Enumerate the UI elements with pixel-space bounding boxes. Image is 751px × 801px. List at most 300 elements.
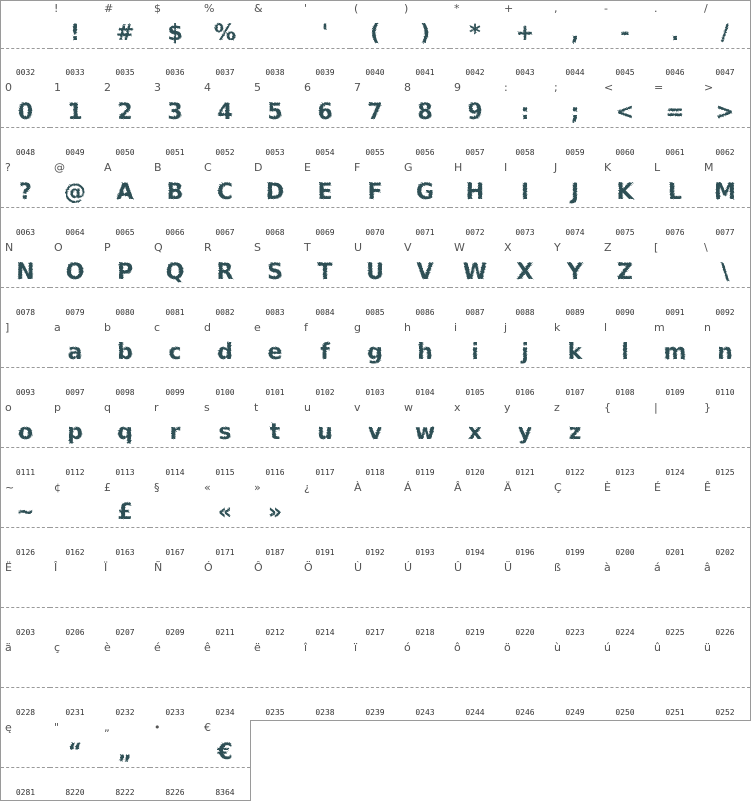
char-code: 0104 [415,388,435,397]
char-code: 0206 [65,628,85,637]
font-glyph: H [465,180,485,205]
key-char: € [204,721,211,734]
font-glyph: T [317,260,333,285]
glyph-cell-0201 [650,480,701,561]
glyph-cell-0167 [150,480,201,561]
char-code: 0073 [515,228,535,237]
char-code: 0226 [715,628,735,637]
glyph-cell-0050 [100,80,151,161]
char-code: 0200 [615,548,635,557]
glyph-cell-0084 [300,240,351,321]
baseline-divider [650,287,700,288]
char-code: 8222 [115,788,135,797]
key-char: é [154,641,161,654]
char-code: 0072 [465,228,485,237]
font-glyph: F [367,180,383,205]
glyph-cell-0087 [450,240,501,321]
char-code: 8226 [165,788,185,797]
glyph-cell-0032 [0,0,51,81]
char-code: 0217 [365,628,385,637]
char-code: 0067 [215,228,235,237]
baseline-divider [500,687,550,688]
key-char: ö [504,641,511,654]
font-glyph: r [169,420,181,445]
key-char: p [54,401,61,414]
key-char: À [354,481,362,494]
char-code: 0202 [715,548,735,557]
glyph-cell-0111 [0,400,51,481]
key-char: ¢ [54,481,61,494]
font-glyph: k [567,340,583,365]
baseline-divider [350,527,400,528]
font-glyph: U [366,260,384,285]
char-code: 0050 [115,148,135,157]
glyph-cell-0059 [550,80,601,161]
key-char: b [104,321,111,334]
char-code: 0032 [15,68,36,77]
char-code: 0193 [415,548,435,557]
glyph-cell-0212 [250,560,301,641]
glyph-cell-0103 [350,320,401,401]
glyph-cell-0209 [150,560,201,641]
glyph-cell-0200 [600,480,651,561]
glyph-cell-0109 [650,320,701,401]
char-code: 0126 [15,548,36,557]
font-glyph: S [267,260,283,285]
char-code: 0058 [515,148,535,157]
font-glyph: M [714,180,736,205]
key-char: ~ [5,481,15,494]
key-char: á [654,561,661,574]
font-glyph: « [217,500,233,525]
glyph-cell-0203 [0,560,51,641]
baseline-divider [700,607,750,608]
glyph-cell-0067 [200,160,251,241]
font-glyph: K [616,180,634,205]
baseline-divider [50,687,100,688]
glyph-cell-0073 [500,160,551,241]
key-char: ? [5,161,11,174]
char-code: 0068 [265,228,285,237]
char-code: 0199 [565,548,585,557]
glyph-cell-0228 [0,640,51,721]
glyph-cell-0082 [200,240,251,321]
key-char: i [454,321,458,334]
baseline-divider [300,607,350,608]
key-char: # [104,2,114,15]
font-glyph: A [116,180,134,205]
char-code: 0224 [615,628,635,637]
key-char: 6 [304,81,311,94]
key-char: ï [354,641,358,654]
key-char: ô [454,641,461,654]
key-char: L [654,161,661,174]
glyph-cell-0244 [450,640,501,721]
glyph-cell-0102 [300,320,351,401]
font-glyph: Z [617,260,633,285]
key-char: § [154,481,160,494]
glyph-cell-0251 [650,640,701,721]
font-glyph: ! [69,21,81,46]
font-glyph: c [168,340,182,365]
key-char: » [254,481,261,494]
baseline-divider [600,687,650,688]
font-glyph: > [715,100,735,125]
font-glyph: < [615,100,635,125]
font-glyph: j [521,340,529,365]
glyph-cell-0069 [300,160,351,241]
font-glyph: . [670,21,680,46]
font-glyph: g [367,340,383,365]
font-glyph: € [217,740,233,765]
key-char: Ç [554,481,562,494]
glyph-cell-0064 [50,160,101,241]
glyph-cell-0246 [500,640,551,721]
char-code: 0212 [265,628,285,637]
char-code: 0235 [265,708,285,717]
font-glyph: ~ [16,500,35,525]
char-code: 0049 [65,148,85,157]
baseline-divider [550,527,600,528]
glyph-cell-0083 [250,240,301,321]
char-code: 0244 [465,708,485,717]
font-glyph: $ [167,21,183,46]
font-glyph: ' [321,21,329,46]
char-code: 0099 [165,388,185,397]
font-glyph: ? [19,180,32,205]
char-code: 0107 [565,388,585,397]
glyph-cell-0071 [400,160,451,241]
char-code: 0093 [15,388,36,397]
glyph-cell-0116 [250,400,301,481]
glyph-cell-0053 [250,80,301,161]
glyph-cell-0055 [350,80,401,161]
key-char: O [54,241,63,254]
key-char: X [504,241,512,254]
char-code: 0117 [315,468,335,477]
char-code: 0108 [615,388,635,397]
key-char: Ü [504,561,513,574]
char-code: 0042 [465,68,485,77]
glyph-cell-0088 [500,240,551,321]
key-char: : [504,81,508,94]
char-code: 0085 [365,308,385,317]
key-char: / [704,2,708,15]
glyph-cell-0033 [50,0,101,81]
glyph-cell-0066 [150,160,201,241]
glyph-cell-0077 [700,160,751,241]
key-char: 8 [404,81,411,94]
key-char: U [354,241,363,254]
glyph-cell-0218 [400,560,451,641]
char-code: 8364 [215,788,235,797]
glyph-cell-0206 [50,560,101,641]
glyph-cell-0114 [150,400,201,481]
key-char: Ê [704,481,711,494]
glyph-cell-0120 [450,400,501,481]
glyph-cell-0123 [600,400,651,481]
key-char: Ú [404,561,413,574]
baseline-divider [650,687,700,688]
font-glyph: Y [567,260,583,285]
char-code: 0111 [15,468,36,477]
char-code: 0243 [415,708,435,717]
char-code: 0106 [515,388,535,397]
key-char: Ù [354,561,363,574]
char-code: 0040 [365,68,385,77]
char-code: 0088 [515,308,535,317]
font-glyph: # [115,21,135,46]
key-char: K [604,161,612,174]
char-code: 0054 [315,148,335,157]
key-char: ] [5,321,10,334]
baseline-divider [400,607,450,608]
font-glyph: , [570,21,580,46]
char-code: 0074 [565,228,585,237]
glyph-cell-0092 [700,240,751,321]
key-char: - [604,2,608,15]
key-char: D [254,161,263,174]
char-code: 0051 [165,148,185,157]
key-char: " [54,721,60,734]
char-code: 0231 [65,708,85,717]
glyph-cell-0043 [500,0,551,81]
glyph-cell-0107 [550,320,601,401]
glyph-cell-0126 [0,480,51,561]
baseline-divider [600,607,650,608]
font-glyph: W [462,260,488,285]
baseline-divider [350,607,400,608]
baseline-divider [700,687,750,688]
char-code: 0071 [415,228,435,237]
glyph-cell-0051 [150,80,201,161]
glyph-cell-0074 [550,160,601,241]
key-char: m [654,321,665,334]
font-glyph: * [469,21,481,46]
font-glyph: ) [419,21,431,46]
glyph-cell-0049 [50,80,101,161]
key-char: W [454,241,465,254]
char-code: 0066 [165,228,185,237]
char-code: 0219 [465,628,485,637]
key-char: P [104,241,111,254]
char-code: 0163 [115,548,135,557]
baseline-divider [150,607,200,608]
glyph-cell-0065 [100,160,151,241]
char-code: 0047 [715,68,735,77]
char-code: 0061 [665,148,685,157]
glyph-cell-0075 [600,160,651,241]
key-char: % [204,2,215,15]
glyph-cell-0235 [250,640,301,721]
key-char: t [254,401,259,414]
font-glyph: J [570,180,580,205]
key-char: x [454,401,461,414]
glyph-cell-0243 [400,640,451,721]
font-glyph: : [520,100,530,125]
char-code: 0223 [565,628,585,637]
char-code: 0118 [365,468,385,477]
baseline-divider [500,527,550,528]
key-char: J [554,161,558,174]
font-glyph: 2 [117,100,133,125]
char-code: 0046 [665,68,685,77]
font-glyph: v [367,420,383,445]
key-char: Ë [5,561,12,574]
font-glyph: - [620,21,630,46]
glyph-cell-0054 [300,80,351,161]
char-code: 0103 [365,388,385,397]
char-code: 0125 [715,468,735,477]
font-glyph: b [117,340,133,365]
font-glyph: w [414,420,436,445]
font-glyph: » [267,500,283,525]
glyph-cell-0081 [150,240,201,321]
char-code: 0115 [215,468,235,477]
char-code: 0048 [15,148,36,157]
glyph-cell-0252 [700,640,751,721]
glyph-cell-0063 [0,160,51,241]
glyph-cell-0220 [500,560,551,641]
char-code: 0045 [615,68,635,77]
char-code: 0207 [115,628,135,637]
char-code: 0052 [215,148,235,157]
glyph-cell-0232 [100,640,151,721]
font-glyph: ( [369,21,381,46]
glyph-cell-0225 [650,560,701,641]
char-code: 0057 [465,148,485,157]
font-glyph: x [467,420,483,445]
char-code: 0192 [365,548,385,557]
font-glyph: 1 [67,100,83,125]
key-char: ¿ [304,481,310,494]
font-glyph: / [720,21,730,46]
glyph-cell-0219 [450,560,501,641]
key-char: Ä [504,481,512,494]
key-char: H [454,161,463,174]
baseline-divider [550,607,600,608]
char-code: 0092 [715,308,735,317]
key-char: ; [554,81,558,94]
char-code: 0086 [415,308,435,317]
glyph-cell-0122 [550,400,601,481]
char-code: 0102 [315,388,335,397]
baseline-divider [350,687,400,688]
font-glyph: 9 [467,100,483,125]
glyph-cell-0037 [200,0,251,81]
char-code: 0220 [515,628,535,637]
font-glyph: E [317,180,333,205]
baseline-divider [400,527,450,528]
key-char: Î [54,561,58,574]
baseline-divider [1,48,50,49]
char-code: 0091 [665,308,685,317]
glyph-cell-0191 [300,480,351,561]
glyph-cell-0060 [600,80,651,161]
baseline-divider [450,527,500,528]
char-code: 0105 [465,388,485,397]
char-code: 0246 [515,708,535,717]
key-char: o [5,401,12,414]
font-glyph: m [663,340,687,365]
key-char: { [604,401,611,414]
glyph-cell-0057 [450,80,501,161]
glyph-cell-0193 [400,480,451,561]
char-code: 0083 [265,308,285,317]
font-glyph: a [67,340,83,365]
glyph-cell-0113 [100,400,151,481]
key-char: É [654,481,661,494]
key-char: > [704,81,714,94]
glyph-cell-0101 [250,320,301,401]
baseline-divider [250,607,300,608]
glyph-cell-0089 [550,240,601,321]
key-char: s [204,401,210,414]
key-char: a [54,321,61,334]
key-char: â [704,561,711,574]
font-glyph: 8 [417,100,433,125]
glyph-cell-0202 [700,480,751,561]
key-char: Ñ [154,561,163,574]
char-code: 0059 [565,148,585,157]
glyph-cell-0098 [100,320,151,401]
glyph-cell-8220 [50,720,101,801]
char-code: 0249 [565,708,585,717]
key-char: ü [704,641,711,654]
font-glyph: n [717,340,733,365]
glyph-cell-0105 [450,320,501,401]
font-glyph: L [667,180,683,205]
font-glyph: 0 [17,100,34,125]
key-char: \ [704,241,708,254]
glyph-cell-0163 [100,480,151,561]
char-code: 0194 [465,548,485,557]
glyph-cell-0112 [50,400,101,481]
glyph-cell-0047 [700,0,751,81]
char-code: 0036 [165,68,185,77]
key-char: F [354,161,361,174]
char-code: 0100 [215,388,235,397]
char-code: 0038 [265,68,285,77]
key-char: 2 [104,81,111,94]
glyph-cell-0214 [300,560,351,641]
char-code: 0112 [65,468,85,477]
baseline-divider [1,767,50,768]
glyph-cell-0207 [100,560,151,641]
glyph-cell-0117 [300,400,351,481]
glyph-cell-0187 [250,480,301,561]
char-code: 0218 [415,628,435,637]
key-char: à [604,561,611,574]
key-char: « [204,481,211,494]
glyph-cell-0070 [350,160,401,241]
font-glyph: B [166,180,184,205]
key-char: c [154,321,161,334]
font-glyph: h [417,340,433,365]
key-char: 4 [204,81,211,94]
glyph-cell-0194 [450,480,501,561]
char-code: 0238 [315,708,335,717]
glyph-cell-0125 [700,400,751,481]
char-code: 0225 [665,628,685,637]
glyph-cell-0238 [300,640,351,721]
char-code: 0075 [615,228,635,237]
char-code: 0097 [65,388,85,397]
baseline-divider [50,527,100,528]
char-code: 0201 [665,548,685,557]
baseline-divider [150,527,200,528]
key-char: Á [404,481,412,494]
